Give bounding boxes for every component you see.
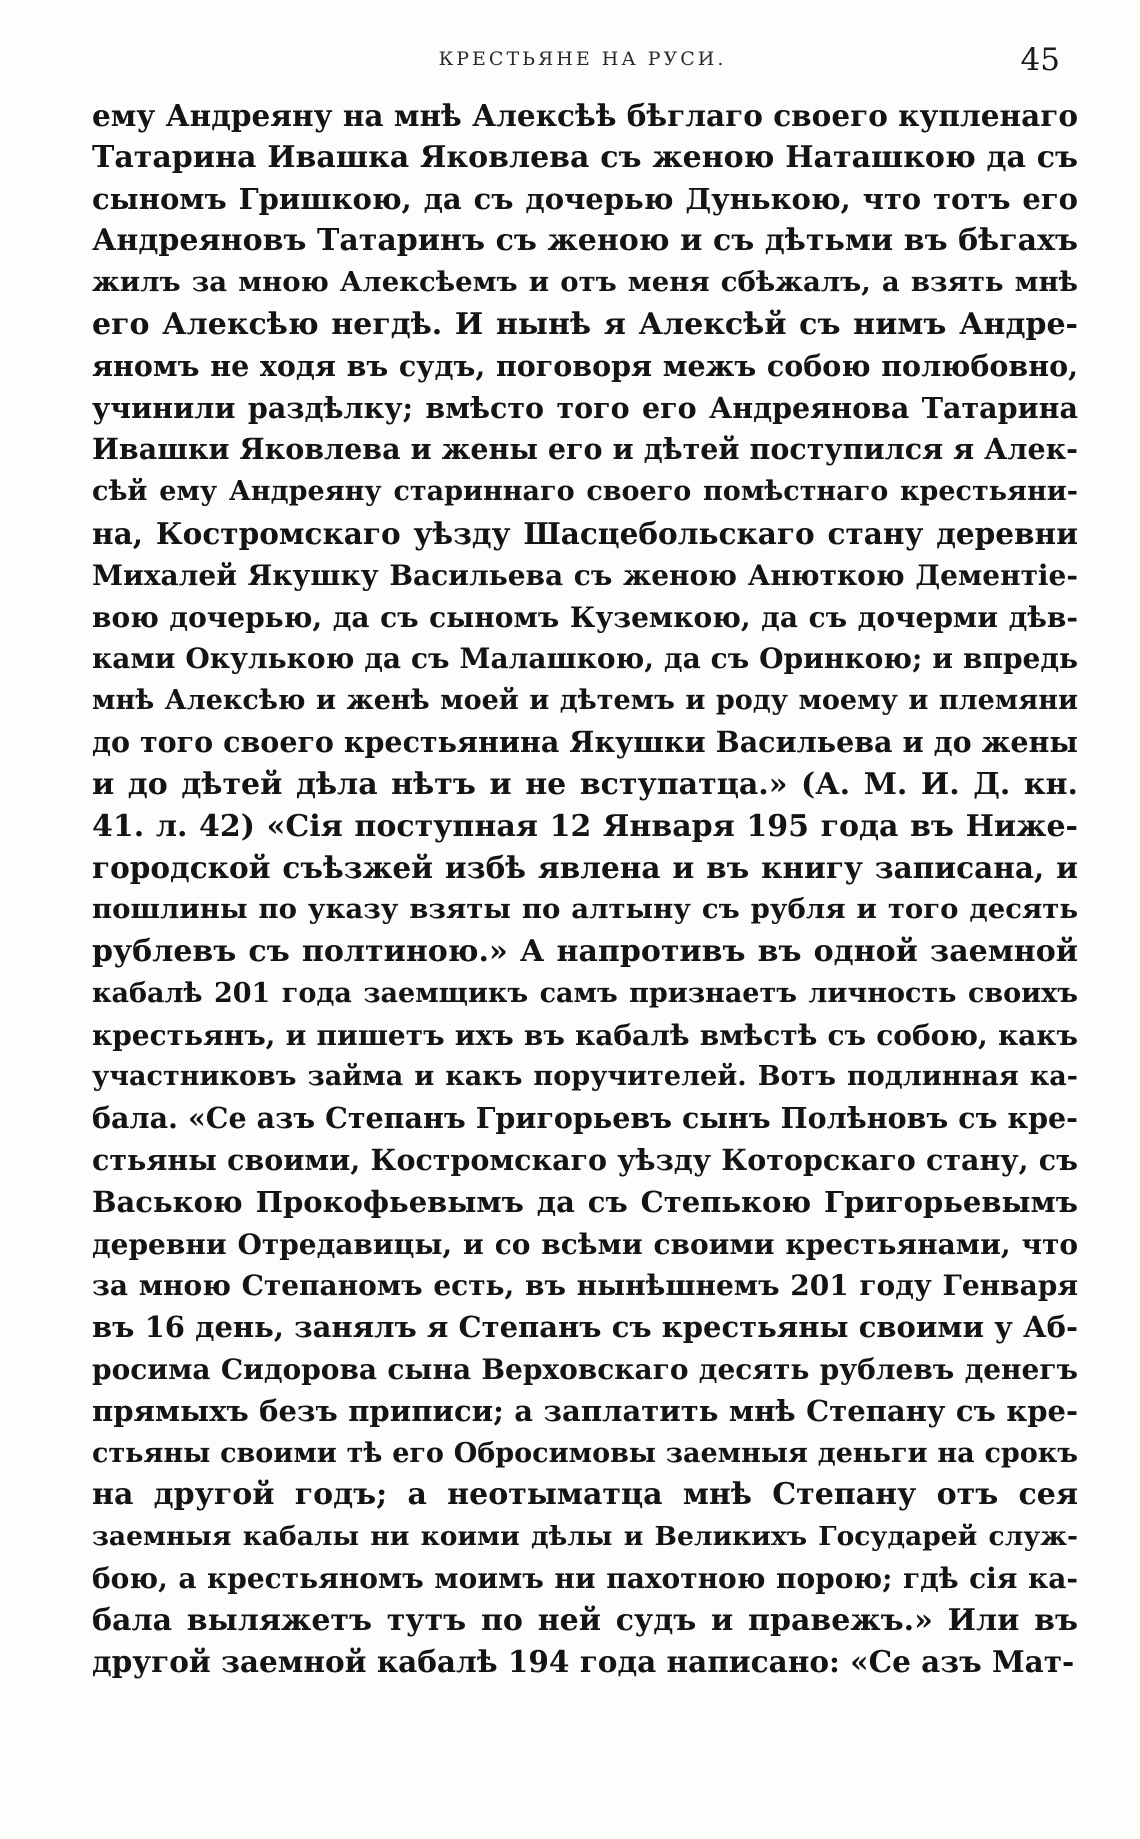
text-line: рублевъ съ полтиною.» А напротивъ въ одной заемной: [92, 933, 1078, 969]
text-line: на другой годъ; а неотыматца мнѣ Степану отъ сея: [92, 1477, 1078, 1513]
text-line: учинили раздѣлку; вмѣсто того его Андреянова Татарина: [92, 390, 1078, 425]
text-line: 41. л. 42) «Сія поступная 12 Января 195 года въ Ниже-: [92, 808, 1078, 844]
text-line: ками Окулькою да съ Малашкою, да съ Оринкою; и впредь: [92, 642, 1078, 676]
body-text: [92, 95, 1078, 1683]
text-line: прямыхъ безъ приписи; а заплатить мнѣ Степану съ кре-: [92, 1393, 1078, 1428]
text-line: Андреяновъ Татаринъ съ женою и съ дѣтьми въ бѣгахъ: [92, 223, 1078, 259]
running-head: [95, 42, 1070, 82]
text-line: до того своего крестьянина Якушки Васильева и до жены: [92, 724, 1078, 759]
text-line: кабалѣ 201 года заемщикъ самъ признаетъ личность своихъ: [92, 977, 1078, 1009]
text-line: Ивашки Яковлева и жены его и дѣтей поступился я Алек-: [92, 432, 1078, 467]
text-line: росима Сидорова сына Верховскаго десять рублевъ денегъ: [92, 1352, 1078, 1386]
text-line: пошлины по указу взяты по алтыну съ рубля и того десять: [92, 893, 1078, 926]
text-line: Михалей Якушку Васильева съ женою Анюткою Дементіе-: [92, 558, 1078, 592]
text-line: сыномъ Гришкою, да съ дочерью Дунькою, что тотъ его: [92, 181, 1078, 216]
text-line: мнѣ Алексѣю и женѣ моей и дѣтемъ и роду моему и племяни: [92, 685, 1078, 717]
page-number: 45: [1020, 42, 1060, 78]
text-line: бала. «Се азъ Степанъ Григорьевъ сынъ Полѣновъ съ кре-: [92, 1101, 1078, 1136]
text-line: деревни Отредавицы, и со всѣми своими крестьянами, что: [92, 1227, 1078, 1261]
text-line: вою дочерью, да съ сыномъ Куземкою, да съ дочерми дѣв-: [92, 600, 1078, 634]
text-line: сѣй ему Андреяну стариннаго своего помѣстнаго крестьяни-: [92, 476, 1078, 508]
text-line: стьяны своими, Костромскаго уѣзду Которскаго стану, съ: [92, 1142, 1078, 1177]
running-title: КРЕСТЬЯНЕ НА РУСИ.: [438, 48, 727, 70]
text-line: Ваською Прокофьевымъ да съ Степькою Григорьевымъ: [92, 1184, 1078, 1219]
text-line: другой заемной кабалѣ 194 года написано: «Се азъ Мат-: [92, 1644, 1075, 1680]
text-line: стьяны своими тѣ его Обросимовы заемныя деньги на срокъ: [92, 1437, 1078, 1469]
text-line: городской съѣзжей избѣ явлена и въ книгу записана, и: [92, 850, 1078, 886]
text-line: ему Андреяну на мнѣ Алексѣѣ бѣглаго своего купленаго: [92, 98, 1078, 133]
text-line: жилъ за мною Алексѣемъ и отъ меня сбѣжалъ, а взять мнѣ: [92, 266, 1078, 299]
text-line: бою, а крестьяномъ моимъ ни пахотною порою; гдѣ сія ка-: [92, 1561, 1078, 1595]
text-line: яномъ не ходя въ судъ, поговоря межъ собою полюбовно,: [92, 348, 1078, 383]
text-line: его Алексѣю негдѣ. И нынѣ я Алексѣй съ нимъ Андре-: [92, 306, 1078, 342]
text-line: Татарина Ивашка Яковлева съ женою Наташкою да съ: [92, 139, 1078, 175]
text-line: крестьянъ, и пишетъ ихъ въ кабалѣ вмѣстѣ съ собою, какъ: [92, 1018, 1078, 1052]
text-line: въ 16 день, занялъ я Степанъ съ крестьяны своими у Аб-: [92, 1310, 1078, 1345]
text-line: участниковъ займа и какъ поручителей. Вотъ подлинная ка-: [92, 1061, 1078, 1093]
text-line: на, Костромскаго уѣзду Шасцебольскаго стану деревни: [92, 515, 1078, 551]
text-line: за мною Степаномъ есть, въ нынѣшнемъ 201 году Генваря: [92, 1269, 1078, 1303]
text-line: бала выляжетъ тутъ по ней судъ и правежъ.» Или въ: [92, 1602, 1078, 1638]
text-line: заемныя кабалы ни коими дѣлы и Великихъ Государей служ-: [92, 1521, 1078, 1553]
text-line: и до дѣтей дѣла нѣтъ и не вступатца.» (А. М. И. Д. кн.: [92, 766, 1078, 802]
